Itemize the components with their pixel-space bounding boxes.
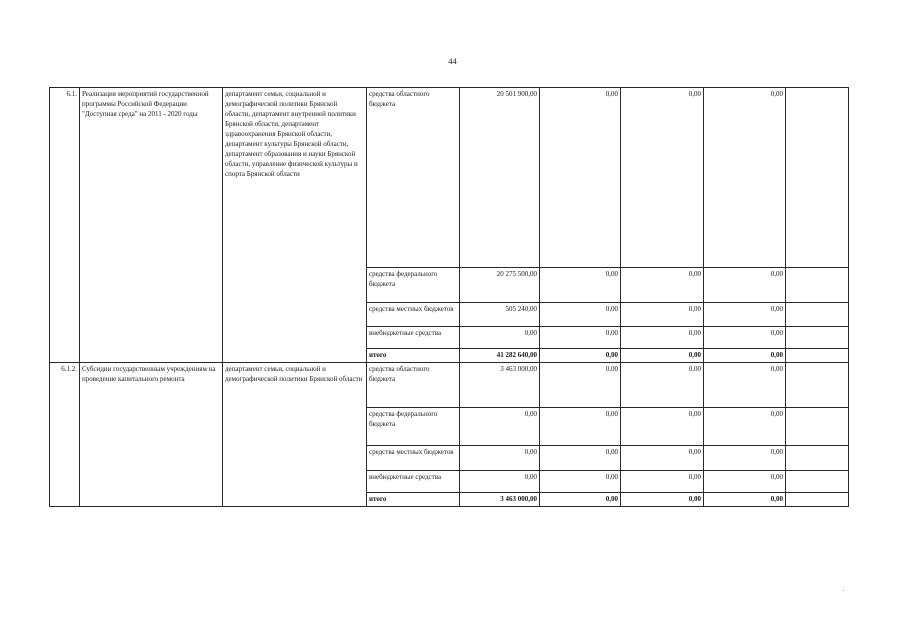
empty-cell [786,408,849,446]
scan-speck [843,590,844,591]
measure-title: Субсидии государственным учреждениям на проведение капитального ремонта [80,363,223,507]
table-row [50,363,849,408]
amount-cell: 0,00 [621,363,704,408]
amount-cell: 0,00 [460,408,540,446]
amount-cell: 0,00 [621,303,704,327]
total-amount: 0,00 [704,349,786,363]
amount-cell: 0,00 [460,446,540,471]
amount-cell: 0,00 [704,408,786,446]
row-code: 6.1.2. [50,363,80,507]
amount-cell: 0,00 [460,327,540,349]
amount-cell: 0,00 [540,363,621,408]
budget-table [49,87,849,507]
empty-cell [786,493,849,507]
table-row [50,88,849,268]
amount-cell: 0,00 [621,327,704,349]
amount-cell: 0,00 [540,268,621,303]
row-code: 6.1. [50,88,80,363]
empty-cell [786,446,849,471]
amount-cell: 20 501 900,00 [460,88,540,268]
funding-source: средства местных бюджетов [367,303,460,327]
responsible-executor: департамент семьи, социальной и демографической политики Брянской области, департамент внутренней политики Брянской области, департамент здравоохранения Брянской области, департамент культуры Брянской области, департамент образования и науки Брянской области, управление физической культуры и спорта Брянской области [223,88,367,363]
funding-source: внебюджетные средства [367,327,460,349]
amount-cell: 0,00 [540,327,621,349]
total-amount: 0,00 [540,349,621,363]
amount-cell: 0,00 [460,471,540,493]
total-amount: 0,00 [621,349,704,363]
funding-source-total: итого [367,349,460,363]
empty-cell [786,88,849,268]
amount-cell: 0,00 [621,446,704,471]
amount-cell: 505 240,00 [460,303,540,327]
responsible-executor: департамент семьи, социальной и демографической политики Брянской области [223,363,367,507]
amount-cell: 0,00 [621,268,704,303]
amount-cell: 20 275 500,00 [460,268,540,303]
funding-source: средства областного бюджета [367,363,460,408]
amount-cell: 0,00 [621,408,704,446]
funding-source: средства областного бюджета [367,88,460,268]
amount-cell: 0,00 [704,268,786,303]
funding-source: средства федерального бюджета [367,268,460,303]
amount-cell: 0,00 [540,471,621,493]
amount-cell: 0,00 [540,446,621,471]
empty-cell [786,303,849,327]
total-amount: 3 463 000,00 [460,493,540,507]
amount-cell: 0,00 [704,88,786,268]
amount-cell: 0,00 [540,88,621,268]
amount-cell: 3 463 000,00 [460,363,540,408]
total-amount: 0,00 [540,493,621,507]
funding-source: средства местных бюджетов [367,446,460,471]
funding-source: внебюджетные средства [367,471,460,493]
total-amount: 41 282 640,00 [460,349,540,363]
amount-cell: 0,00 [540,303,621,327]
total-amount: 0,00 [621,493,704,507]
total-amount: 0,00 [704,493,786,507]
empty-cell [786,327,849,349]
funding-source: средства федерального бюджета [367,408,460,446]
amount-cell: 0,00 [621,88,704,268]
amount-cell: 0,00 [704,327,786,349]
empty-cell [786,471,849,493]
amount-cell: 0,00 [704,446,786,471]
funding-source-total: итого [367,493,460,507]
amount-cell: 0,00 [540,408,621,446]
empty-cell [786,349,849,363]
measure-title: Реализация мероприятий государственной программы Российской Федерации "Доступная среда" на 2011 - 2020 годы [80,88,223,363]
amount-cell: 0,00 [704,303,786,327]
empty-cell [786,363,849,408]
amount-cell: 0,00 [704,471,786,493]
amount-cell: 0,00 [704,363,786,408]
page-number: 44 [448,56,457,66]
amount-cell: 0,00 [621,471,704,493]
empty-cell [786,268,849,303]
